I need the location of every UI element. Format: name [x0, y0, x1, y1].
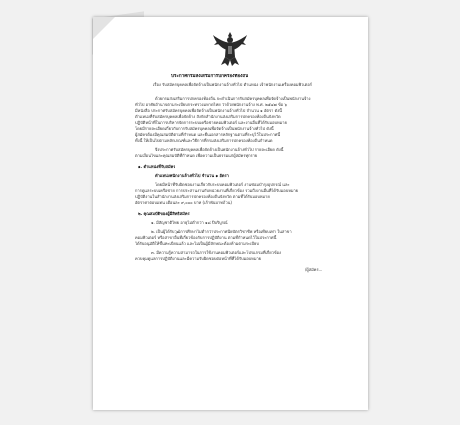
section1-line: อัตราค่าตอบแทน เดือนละ ๙,๐๐๐ บาท (เก้าพันบาทถ้วน) [135, 200, 232, 205]
document-subject: เรื่อง รับสมัครบุคคลเพื่อจัดจ้างเป็นพนักงานจ้างทั่วไป ตำแหน่ง เจ้าพนักงานเครื่องคอมพิวเตอร์ [153, 82, 312, 87]
section1-heading: ๑. ตำแหน่งที่รับสมัคร [138, 164, 176, 169]
section2-line: ๒. เป็นผู้ได้รับวุฒิการศึกษาไม่ต่ำกว่าประกาศนียบัตรวิชาชีพ หรือเทียบเท่า ในสาขา [151, 229, 292, 234]
section2-line: คอมพิวเตอร์ หรือสาขาอื่นที่เกี่ยวข้องกับการปฏิบัติงาน ตามที่กำหนดไว้ในประกาศนี้ [135, 235, 277, 240]
intro-line: มีหนังสือ ประกาศรับสมัครบุคคลเพื่อจัดจ้างเป็นพนักงานจ้างทั่วไป จำนวน ๑ อัตรา ดังนี้ [135, 108, 282, 113]
intro-line: ตำแหน่งที่รับสมัครบุคคลเพื่อจัดจ้าง สังกัดสำนักงานส่งเสริมการปกครองท้องถิ่นจังหวัด [135, 114, 281, 119]
intro-line: ทั่วไป อาศัยอำนาจตามระเบียบกระทรวงมหาดไทย ว่าด้วยพนักงานจ้าง พ.ศ. ๒๕๔๗ ข้อ ๖ [135, 102, 287, 107]
section1-line: การดูแลระบบเครือข่าย การประสานงานกับหน่วยงานที่เกี่ยวข้อง รวมถึงงานอื่นที่ได้รับมอบหมาย [135, 188, 299, 193]
intro2-line: ตามเงื่อนไขและคุณสมบัติที่กำหนด เพื่อความเป็นธรรมแก่ผู้สมัครทุกราย [135, 153, 258, 158]
section2-line: ได้รับอนุมัติให้ขึ้นทะเบียนแล้ว และไม่เป็นผู้มีลักษณะต้องห้ามตามระเบียบ [135, 241, 259, 246]
page-continuation: /ผู้สมัคร... [305, 267, 323, 272]
intro-line: ทั้งนี้ ให้เป็นไปตามหลักเกณฑ์และวิธีการที่กรมส่งเสริมการปกครองท้องถิ่นกำหนด [135, 138, 273, 143]
document-page [93, 17, 368, 410]
intro-line: ปฏิบัติหน้าที่ในการบริหารจัดการระบบเครือข่ายคอมพิวเตอร์ และงานอื่นที่ได้รับมอบหมาย [135, 120, 287, 125]
section2-line: ๓. มีความรู้ความสามารถในการใช้งานคอมพิวเตอร์และโปรแกรมที่เกี่ยวข้อง [151, 250, 281, 255]
intro-line: ผู้สมัครต้องมีคุณสมบัติตามที่กำหนด และยื่นเอกสารหลักฐานตามที่ระบุไว้ในประกาศนี้ [135, 132, 281, 137]
intro-line: ด้วยกรมส่งเสริมการปกครองท้องถิ่น จะดำเนินการรับสมัครบุคคลเพื่อจัดจ้างเป็นพนักงานจ้าง [155, 96, 311, 101]
section1-line: ปฏิบัติงานในสำนักงานส่งเสริมการปกครองท้องถิ่นจังหวัด ตามที่ได้รับมอบหมาย [135, 194, 270, 199]
document-title: ประกาศกรมส่งเสริมการปกครองท้องถิ่น [171, 74, 249, 79]
section2-line: ๑. มีสัญชาติไทย อายุไม่ต่ำกว่า ๑๘ ปีบริบูรณ์ [151, 220, 228, 225]
garuda-emblem-icon [210, 29, 250, 69]
section1-subheading: ตำแหน่งพนักงานจ้างทั่วไป จำนวน ๑ อัตรา [155, 173, 229, 178]
section2-line: ควบคุมดูแลการปฏิบัติงานและมีความรับผิดชอบต่อหน้าที่ที่ได้รับมอบหมาย [135, 256, 262, 261]
section1-line: โดยมีหน้าที่รับผิดชอบงานเกี่ยวกับระบบคอมพิวเตอร์ งานซ่อมบำรุงอุปกรณ์ และ [155, 182, 290, 187]
intro2-line: จึงประกาศรับสมัครบุคคลเพื่อจัดจ้างเป็นพนักงานจ้างทั่วไป รายละเอียด ดังนี้ [155, 147, 284, 152]
intro-line: โดยมีรายละเอียดเกี่ยวกับการรับสมัครบุคคลเพื่อจัดจ้างเป็นพนักงานจ้างทั่วไป ดังนี้ [135, 126, 274, 131]
section2-heading: ๒. คุณสมบัติของผู้มีสิทธิสมัคร [138, 211, 190, 216]
